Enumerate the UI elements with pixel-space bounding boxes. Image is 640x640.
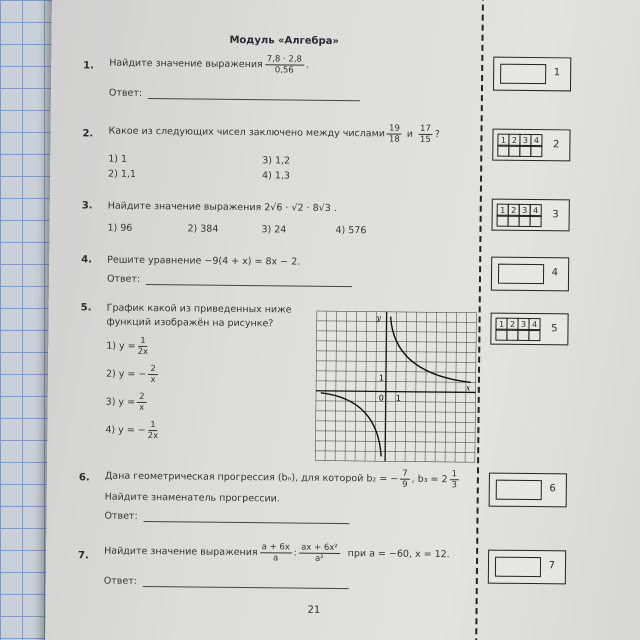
task-2-prompt: Какое из следующих чисел заключено между числами	[108, 125, 386, 140]
graph-zero: 0	[378, 393, 384, 403]
page-number: 21	[307, 604, 321, 616]
task-2-and: и	[406, 128, 414, 140]
task-7-colon: :	[293, 547, 298, 559]
answer-box-3-cell-4: 4	[530, 204, 542, 217]
answer-box-5-label: 5	[551, 323, 558, 335]
answer-box-2-cell-3: 3	[519, 134, 531, 147]
task-2-option-1: 1) 1	[108, 153, 128, 165]
answer-box-2-label: 2	[552, 139, 560, 151]
task-5-opt4-bot: 2x	[147, 431, 159, 442]
task-5-opt1-bot: 2x	[137, 346, 149, 358]
task-2-fraction-1	[387, 124, 402, 145]
task-1-frac-top: 7,8 · 2,8	[265, 54, 304, 65]
task-6-b2-bot: 9	[402, 479, 408, 490]
task-2-f2-bot: 15	[419, 134, 431, 145]
answer-box-4-label: 4	[551, 267, 559, 279]
task-6-b3-top: 1	[450, 469, 460, 480]
answer-box-5-mark-row[interactable]	[495, 329, 539, 341]
task-5-opt3-top: 2	[137, 392, 147, 403]
task-3-text: Найдите значение выражения 2√6 · √2 · 8√3 .	[107, 200, 337, 214]
answer-box-4[interactable]	[491, 257, 569, 292]
answer-box-3-mark-row[interactable]	[497, 215, 541, 227]
task-2-f1-bot: 18	[388, 134, 400, 145]
graph-one-y: 1	[378, 373, 385, 383]
answer-box-6-field[interactable]	[496, 480, 542, 500]
answer-box-2-cell-4: 4	[530, 134, 542, 147]
task-1-number: 1.	[83, 60, 95, 72]
task-4-answer-line[interactable]	[146, 275, 352, 287]
task-2-option-3: 3) 1,2	[262, 155, 291, 167]
task-5-opt2-top: 2	[148, 364, 158, 375]
answer-box-3[interactable]	[492, 199, 570, 232]
task-2-number: 2.	[82, 128, 94, 140]
task-6-answer-label: Ответ:	[104, 510, 138, 522]
answer-box-3-cell-1: 1	[497, 204, 509, 217]
task-4-text: Решите уравнение −9(4 + x) = 8x − 2.	[107, 254, 301, 268]
answer-box-2-cell-2: 2	[508, 134, 520, 147]
answer-box-1[interactable]	[493, 57, 571, 92]
graph-x-label: x	[465, 383, 471, 393]
task-5-opt4-top: 1	[148, 420, 158, 431]
answer-box-5[interactable]	[490, 313, 568, 346]
task-5-opt1-top: 1	[138, 336, 148, 347]
task-5-option-3	[106, 392, 149, 413]
answer-box-5-cell-2: 2	[506, 318, 518, 331]
task-2-option-2: 2) 1,1	[108, 168, 137, 180]
task-7-prompt: Найдите значение выражения	[104, 545, 258, 559]
task-1-answer-line[interactable]	[148, 89, 360, 101]
task-3-option-4: 4) 576	[335, 224, 367, 237]
task-5-opt1-frac	[138, 336, 149, 357]
task-3-option-2: 2) 384	[187, 223, 219, 235]
task-5-option-2	[106, 364, 160, 386]
answer-box-6[interactable]	[489, 473, 567, 508]
task-1-answer	[109, 88, 360, 102]
task-1-tail: .	[305, 59, 310, 71]
task-5-text-line2: функций изображён на рисунке?	[106, 316, 274, 330]
task-5-opt2-bot: x	[150, 375, 156, 386]
task-4-number: 4.	[81, 254, 92, 266]
task-7-frac-1	[260, 542, 292, 563]
task-1-frac-bot: 0,56	[274, 65, 294, 76]
task-7-text	[104, 541, 450, 566]
task-5-opt3-frac	[137, 392, 147, 413]
task-4-answer-label: Ответ:	[106, 273, 141, 285]
task-7-frac-2	[299, 543, 340, 564]
task-6-b3-bot: 3	[451, 480, 457, 491]
task-2-f2-top: 17	[418, 124, 433, 135]
task-5-opt2-frac	[148, 364, 158, 385]
task-6-answer-line[interactable]	[144, 512, 350, 524]
task-5-text-line1: График какой из приведенных ниже	[106, 302, 292, 316]
answer-box-5-cell-4: 4	[528, 318, 540, 331]
answer-box-3-cell-2: 2	[508, 204, 520, 217]
task-7-f1-bot: a	[273, 553, 279, 564]
task-3-option-1: 1) 96	[107, 222, 133, 234]
graph-one-x: 1	[395, 393, 401, 403]
task-6-b3-frac	[449, 469, 459, 490]
task-7-answer-label: Ответ:	[103, 575, 138, 587]
task-5-number: 5.	[80, 302, 92, 314]
task-7-tail: при a = −60, x = 12.	[347, 548, 450, 561]
task-5-opt3-label: 3) y =	[105, 396, 136, 408]
task-1-answer-label: Ответ:	[108, 87, 143, 99]
task-3-option-3: 3) 24	[261, 224, 287, 236]
answer-box-2[interactable]	[492, 129, 570, 162]
answer-box-3-label: 3	[552, 209, 559, 221]
task-5-opt1-label: 1) y =	[106, 340, 136, 352]
task-6-b3-text: , b₃ = 2	[411, 473, 448, 486]
task-6-answer	[104, 511, 349, 525]
task-5-graph	[315, 311, 477, 463]
task-7-answer	[104, 576, 349, 590]
answer-box-2-cell-1: 1	[497, 134, 509, 147]
task-3-number: 3.	[81, 200, 93, 212]
answer-box-4-field[interactable]	[498, 264, 544, 284]
task-5-option-1	[106, 336, 150, 357]
task-7-f2-top: ax + 6x²	[299, 543, 340, 554]
page-title: Модуль «Алгебра»	[229, 34, 339, 48]
task-5-option-4	[105, 420, 160, 442]
task-5-opt4-label: 4) y = −	[105, 424, 146, 437]
answer-box-1-field[interactable]	[500, 64, 546, 84]
task-2-tail: ?	[434, 129, 440, 141]
task-1-prompt: Найдите значение выражения	[109, 57, 263, 71]
answer-box-7[interactable]	[488, 550, 566, 585]
task-1-fraction	[265, 54, 304, 75]
answer-box-7-label: 7	[548, 560, 556, 572]
task-2-f1-top: 19	[387, 124, 402, 135]
answer-box-1-label: 1	[553, 67, 561, 79]
task-7-answer-line[interactable]	[143, 577, 349, 589]
answer-box-5-cell-1: 1	[495, 318, 507, 331]
answer-box-7-field[interactable]	[495, 557, 541, 577]
graph-y-label: y	[376, 313, 382, 323]
task-6-b2-frac	[400, 469, 410, 490]
task-6-prompt: Дана геометрическая прогрессия (bₙ), для которой b₂ = −	[104, 470, 399, 485]
task-7-number: 7.	[78, 550, 89, 562]
task-2-text	[108, 121, 440, 145]
task-4-answer	[107, 274, 352, 288]
task-5-opt4-frac	[148, 420, 159, 441]
task-2-fraction-2	[418, 124, 433, 145]
task-6-number: 6.	[78, 472, 90, 484]
answer-box-2-mark-row[interactable]	[497, 145, 541, 157]
task-1-text	[109, 53, 309, 76]
answer-box-3-cell-3: 3	[519, 204, 531, 217]
task-5-opt2-label: 2) y = −	[105, 368, 147, 381]
task-5-opt3-bot: x	[139, 402, 145, 413]
worksheet-page	[45, 0, 640, 640]
task-2-option-4: 4) 1,3	[262, 170, 291, 182]
task-7-f1-top: a + 6x	[260, 542, 292, 553]
task-6-text-line1	[105, 466, 477, 491]
answer-box-6-label: 6	[549, 483, 556, 495]
answer-box-5-cell-3: 3	[517, 318, 529, 331]
task-6-b2-top: 7	[400, 469, 410, 480]
task-6-text-line2: Найдите знаменатель прогрессии.	[104, 491, 280, 505]
task-7-f2-bot: a²	[314, 553, 324, 564]
